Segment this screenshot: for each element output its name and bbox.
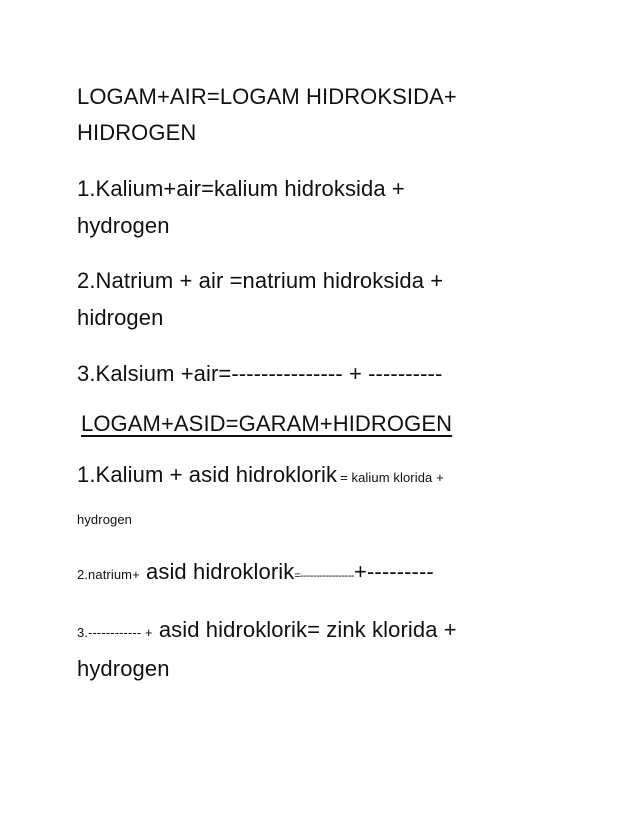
- section2-item1-main: 1.Kalium + asid hidroklorik: [77, 462, 338, 487]
- section1-heading-line1: LOGAM+AIR=LOGAM HIDROKSIDA+: [77, 84, 457, 109]
- section1-item2-line1: 2.Natrium + air =natrium hidroksida +: [77, 268, 444, 293]
- section2-item2-line: [77, 559, 434, 589]
- section2-heading: LOGAM+ASID=GARAM+HIDROGEN: [81, 411, 453, 436]
- section2-item1-line1: [77, 462, 444, 488]
- section1-item1-line1: 1.Kalium+air=kalium hidroksida +: [77, 176, 405, 201]
- section1-item1-line2: hydrogen: [77, 213, 170, 238]
- section2-item2-tail: +---------: [354, 559, 434, 584]
- section2-item1-line2: hydrogen: [77, 512, 133, 527]
- section2-item2-small-b: =-----------------: [294, 570, 355, 582]
- section2-item2-main: asid hidroklorik: [139, 559, 295, 584]
- section2-item3-main: asid hidroklorik= zink klorida +: [152, 617, 457, 642]
- section2-item1-small: = kalium klorida +: [340, 470, 444, 485]
- section2-item3-line1: [77, 617, 457, 643]
- section1-heading-line2: HIDROGEN: [77, 120, 197, 145]
- section1-item2-line2: hidrogen: [77, 305, 164, 330]
- section2-item3-line2: hydrogen: [77, 656, 170, 681]
- section2-item3-small: 3.------------ +: [77, 625, 153, 640]
- section2-item2-small-a: 2.natrium+: [77, 567, 140, 582]
- section1-item3-line1: 3.Kalsium +air=--------------- + ----------: [77, 361, 443, 386]
